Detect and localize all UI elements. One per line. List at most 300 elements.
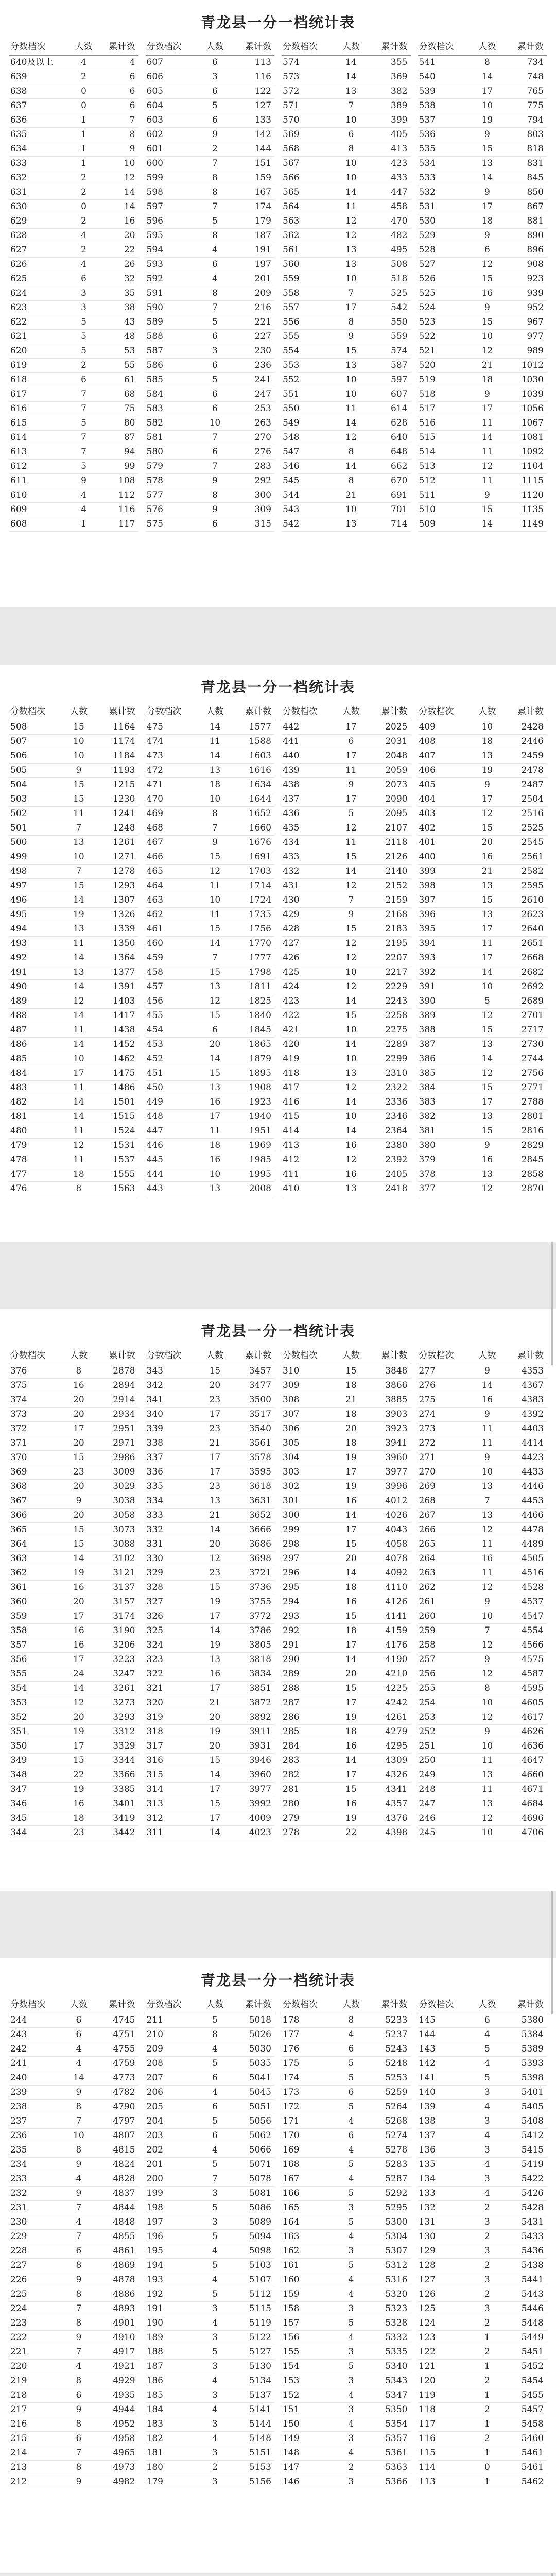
count-cell: 20 [64,1595,93,1609]
table-row [418,1110,547,1124]
table-row [146,84,275,99]
cumulative-cell: 2418 [366,1182,410,1196]
cumulative-cell: 5233 [366,2013,410,2028]
count-cell: 10 [200,893,229,908]
table-row [146,1509,275,1523]
count-cell: 14 [200,1768,229,1783]
table-row [146,965,275,980]
header-cumulative: 累计数 [366,1994,410,2013]
table-row [146,171,275,185]
score-cell: 549 [282,416,337,431]
cumulative-cell: 5041 [230,2071,274,2086]
header-row [282,1994,411,2013]
cumulative-cell: 5268 [366,2114,410,2129]
cumulative-cell: 3419 [93,1811,138,1826]
count-cell: 8 [64,1182,93,1196]
count-cell: 5 [71,460,97,474]
cumulative-cell: 803 [502,128,547,142]
table-row [146,315,275,330]
cumulative-cell: 4092 [366,1566,410,1581]
cumulative-cell: 495 [366,243,410,258]
cumulative-cell: 5323 [366,2302,410,2316]
score-cell: 491 [9,965,64,980]
score-cell: 427 [282,937,337,951]
cumulative-cell: 9 [97,142,138,157]
score-cell: 142 [418,2057,473,2071]
count-cell: 19 [337,1480,366,1494]
cumulative-cell: 5051 [230,2100,274,2114]
header-score: 分数档次 [146,701,201,720]
table-row [9,1009,138,1023]
score-cell: 541 [418,56,473,70]
table-row [418,2071,547,2086]
cumulative-cell: 5446 [502,2302,547,2316]
page-title: 青龙县一分一档统计表 [200,14,355,31]
cumulative-cell: 2428 [502,720,547,735]
count-cell: 4 [337,2331,366,2345]
score-cell: 346 [9,1797,64,1811]
cumulative-cell: 5461 [502,2446,547,2461]
table-row [146,56,275,70]
count-cell: 13 [473,157,501,171]
cumulative-cell: 597 [366,373,410,387]
table-row [282,2259,411,2273]
score-cell: 339 [146,1422,201,1436]
table-row [9,2331,138,2345]
score-cell: 496 [9,893,64,908]
score-cell: 630 [9,200,71,214]
table-row [418,865,547,879]
count-cell: 7 [64,2201,93,2215]
cumulative-cell: 389 [366,99,410,113]
table-row [9,330,138,344]
cumulative-cell: 3786 [230,1624,274,1638]
table-row [282,1465,411,1480]
table-row [418,2230,547,2244]
count-cell: 12 [473,1581,501,1595]
table-row [282,951,411,965]
table-row [146,1783,275,1797]
table-row [418,1609,547,1624]
table-column-block [418,701,547,1196]
table-row [282,2475,411,2489]
cumulative-cell: 845 [502,171,547,185]
score-cell: 117 [418,2417,473,2432]
cumulative-cell: 94 [97,445,138,460]
count-cell: 1 [473,2360,501,2374]
score-cell: 459 [146,951,201,965]
count-cell: 14 [64,1110,93,1124]
count-cell: 10 [337,1023,366,1038]
count-cell: 16 [337,1167,366,1182]
table-row [282,2215,411,2230]
cumulative-cell: 6 [97,99,138,113]
table-row [418,2028,547,2042]
table-row [146,1153,275,1167]
table-row [146,2475,275,2489]
count-cell: 15 [64,1523,93,1537]
score-cell: 275 [418,1393,473,1408]
score-cell: 592 [146,272,201,286]
score-cell: 418 [282,1066,337,1081]
count-cell: 7 [71,402,97,416]
count-cell: 11 [473,1422,501,1436]
count-cell: 4 [71,56,97,70]
count-cell: 14 [64,980,93,994]
score-cell: 375 [9,1379,64,1393]
table-row [282,460,411,474]
score-cell: 279 [282,1811,337,1826]
count-cell: 14 [473,1379,501,1393]
cumulative-cell: 2299 [366,1052,410,1066]
count-cell: 6 [64,2388,93,2403]
count-cell: 3 [200,70,229,84]
score-cell: 264 [418,1552,473,1566]
table-row [418,2417,547,2432]
cumulative-cell: 1879 [230,1052,274,1066]
cumulative-cell: 4837 [93,2187,138,2201]
count-cell: 3 [200,2215,229,2230]
score-cell: 190 [146,2316,201,2331]
count-cell: 13 [473,1768,501,1783]
table-row [146,99,275,113]
score-cell: 417 [282,1081,337,1095]
table-row [282,1182,411,1196]
count-cell: 19 [64,1566,93,1581]
table-row [9,922,138,937]
table-row [146,2374,275,2388]
table-row [9,503,138,517]
table-row [418,2316,547,2331]
count-cell: 5 [200,373,229,387]
count-cell: 11 [200,908,229,922]
table-row [282,2057,411,2071]
score-cell: 259 [418,1624,473,1638]
count-cell: 20 [200,1710,229,1725]
score-cell: 468 [146,821,201,836]
score-cell: 437 [282,792,337,807]
table-row [418,1451,547,1465]
count-cell: 6 [337,735,366,749]
count-cell: 15 [200,1797,229,1811]
table-row [282,1739,411,1754]
count-cell: 11 [473,1566,501,1581]
score-cell: 188 [146,2345,201,2360]
count-cell: 20 [64,1408,93,1422]
score-table [418,36,547,532]
score-cell: 255 [418,1682,473,1696]
score-cell: 191 [146,2302,201,2316]
count-cell: 16 [64,1797,93,1811]
table-row [146,185,275,200]
count-cell: 12 [473,1710,501,1725]
score-cell: 139 [418,2100,473,2114]
score-cell: 410 [282,1182,337,1196]
score-cell: 500 [9,836,64,850]
table-row [146,1009,275,1023]
score-cell: 297 [282,1552,337,1566]
count-cell: 18 [473,214,501,229]
cumulative-cell: 3666 [230,1523,274,1537]
count-cell: 9 [71,474,97,488]
score-cell: 559 [282,272,337,286]
table-row [282,1393,411,1408]
table-row [9,84,138,99]
count-cell: 9 [473,128,501,142]
header-count: 人数 [64,1994,93,2013]
score-cell: 371 [9,1436,64,1451]
cumulative-cell: 1691 [230,850,274,865]
cumulative-cell: 3247 [93,1667,138,1682]
score-cell: 319 [146,1710,201,1725]
count-cell: 11 [200,1124,229,1139]
count-cell: 3 [473,2143,501,2158]
score-cell: 245 [418,1826,473,1840]
cumulative-cell: 5107 [230,2273,274,2287]
score-cell: 511 [418,488,473,503]
count-cell: 15 [473,1081,501,1095]
table-row [418,56,547,70]
count-cell: 14 [64,1682,93,1696]
cumulative-cell: 1777 [230,951,274,965]
table-row [418,272,547,286]
count-cell: 15 [337,344,366,359]
table-row [418,344,547,359]
count-cell: 7 [64,2230,93,2244]
count-cell: 8 [64,2100,93,2114]
cumulative-cell: 355 [366,56,410,70]
score-cell: 352 [9,1710,64,1725]
score-cell: 180 [146,2461,201,2475]
score-cell: 315 [146,1768,201,1783]
cumulative-cell: 253 [230,402,274,416]
cumulative-cell: 5408 [502,2114,547,2129]
table-row [9,2273,138,2287]
cumulative-cell: 4626 [502,1725,547,1739]
score-cell: 504 [9,778,64,792]
table-row [146,1023,275,1038]
table-row [146,1408,275,1422]
cumulative-cell: 8 [97,128,138,142]
score-cell: 285 [282,1725,337,1739]
cumulative-cell: 3851 [230,1682,274,1696]
score-cell: 440 [282,749,337,764]
count-cell: 15 [473,1023,501,1038]
count-cell: 12 [64,1696,93,1710]
score-cell: 167 [282,2172,337,2187]
table-row [418,229,547,243]
count-cell: 8 [64,2316,93,2331]
table-row [418,2374,547,2388]
count-cell: 2 [473,2201,501,2215]
score-cell: 302 [282,1480,337,1494]
count-cell: 10 [64,749,93,764]
score-cell: 366 [9,1509,64,1523]
score-cell: 478 [9,1153,64,1167]
cumulative-cell: 5454 [502,2374,547,2388]
cumulative-cell: 2380 [366,1139,410,1153]
score-cell: 507 [9,735,64,749]
table-row [146,865,275,879]
count-cell: 1 [71,128,97,142]
count-cell: 10 [337,373,366,387]
score-cell: 493 [9,937,64,951]
count-cell: 17 [337,1696,366,1710]
count-cell: 2 [473,2345,501,2360]
count-cell: 10 [473,1609,501,1624]
score-cell: 477 [9,1167,64,1182]
table-row [282,1811,411,1826]
count-cell: 16 [64,1638,93,1653]
cumulative-cell: 5274 [366,2129,410,2143]
score-cell: 350 [9,1739,64,1754]
score-cell: 369 [9,1465,64,1480]
table-row [282,1797,411,1811]
count-cell: 6 [200,330,229,344]
count-cell: 17 [337,1768,366,1783]
table-row [9,2360,138,2374]
count-cell: 5 [200,2057,229,2071]
cumulative-cell: 5264 [366,2100,410,2114]
score-cell: 233 [9,2172,64,2187]
table-row [146,1393,275,1408]
table-row [282,1038,411,1052]
table-row [418,1038,547,1052]
score-cell: 322 [146,1667,201,1682]
cumulative-cell: 2756 [502,1066,547,1081]
header-count: 人数 [200,36,229,56]
score-cell: 524 [418,301,473,315]
count-cell: 5 [200,315,229,330]
count-cell: 2 [71,70,97,84]
score-cell: 508 [9,720,64,735]
table-column-block [146,1345,275,1840]
cumulative-cell: 4917 [93,2345,138,2360]
count-cell: 10 [473,99,501,113]
cumulative-cell: 1092 [502,445,547,460]
table-row [9,2028,138,2042]
cumulative-cell: 283 [230,460,274,474]
header-cumulative: 累计数 [230,1994,274,2013]
cumulative-cell: 16 [97,214,138,229]
score-cell: 495 [9,908,64,922]
cumulative-cell: 734 [502,56,547,70]
score-cell: 548 [282,431,337,445]
header-score: 分数档次 [282,1345,337,1364]
header-cumulative: 累计数 [93,1994,138,2013]
table-row [282,286,411,301]
table-row [418,171,547,185]
score-cell: 555 [282,330,337,344]
score-cell: 175 [282,2057,337,2071]
score-cell: 261 [418,1595,473,1609]
score-cell: 442 [282,720,337,735]
count-cell: 7 [200,951,229,965]
count-cell: 12 [337,821,366,836]
score-cell: 365 [9,1523,64,1537]
table-row [9,474,138,488]
score-cell: 499 [9,850,64,865]
cumulative-cell: 2801 [502,1110,547,1124]
header-score: 分数档次 [9,36,71,56]
table-row [9,402,138,416]
score-cell: 612 [9,460,71,474]
count-cell: 8 [200,229,229,243]
count-cell: 4 [200,2042,229,2057]
score-cell: 434 [282,836,337,850]
count-cell: 3 [473,2215,501,2230]
cumulative-cell: 5045 [230,2086,274,2100]
table-row [282,128,411,142]
cumulative-cell: 2478 [502,764,547,778]
score-cell: 119 [418,2388,473,2403]
count-cell: 19 [337,1811,366,1826]
count-cell: 15 [473,315,501,330]
count-cell: 10 [337,113,366,128]
cumulative-cell: 3029 [93,1480,138,1494]
count-cell: 10 [473,330,501,344]
count-cell: 12 [64,994,93,1009]
cumulative-cell: 1840 [230,1009,274,1023]
table-row [282,142,411,157]
table-row [282,2244,411,2259]
cumulative-cell: 4516 [502,1566,547,1581]
count-cell: 9 [473,229,501,243]
table-row [146,2230,275,2244]
table-row [282,2432,411,2446]
table-row [146,764,275,778]
score-cell: 405 [418,778,473,792]
cumulative-cell: 2392 [366,1153,410,1167]
cumulative-cell: 5253 [366,2071,410,2086]
cumulative-cell: 3903 [366,1408,410,1422]
score-cell: 178 [282,2013,337,2028]
count-cell: 10 [337,272,366,286]
count-cell: 6 [200,2100,229,2114]
count-cell: 8 [64,2287,93,2302]
score-cell: 575 [146,517,201,532]
count-cell: 20 [337,1667,366,1682]
cumulative-cell: 2730 [502,1038,547,1052]
cumulative-cell: 5141 [230,2403,274,2417]
count-cell: 2 [200,142,229,157]
count-cell: 13 [200,764,229,778]
count-cell: 18 [473,735,501,749]
table-row [282,1609,411,1624]
table-row [418,2461,547,2475]
cumulative-cell: 614 [366,402,410,416]
table-row [146,2057,275,2071]
score-cell: 578 [146,474,201,488]
count-cell: 21 [473,865,501,879]
score-table [146,1994,275,2489]
table-row [282,2129,411,2143]
score-cell: 609 [9,503,71,517]
count-cell: 10 [473,1739,501,1754]
score-cell: 331 [146,1537,201,1552]
count-cell: 14 [64,951,93,965]
table-row [418,517,547,532]
score-cell: 158 [282,2302,337,2316]
table-row [418,2388,547,2403]
table-row [418,1408,547,1422]
count-cell: 8 [200,2028,229,2042]
table-row [282,84,411,99]
cumulative-cell: 4210 [366,1667,410,1682]
table-row [282,402,411,416]
cumulative-cell: 559 [366,330,410,344]
cumulative-cell: 1278 [93,865,138,879]
